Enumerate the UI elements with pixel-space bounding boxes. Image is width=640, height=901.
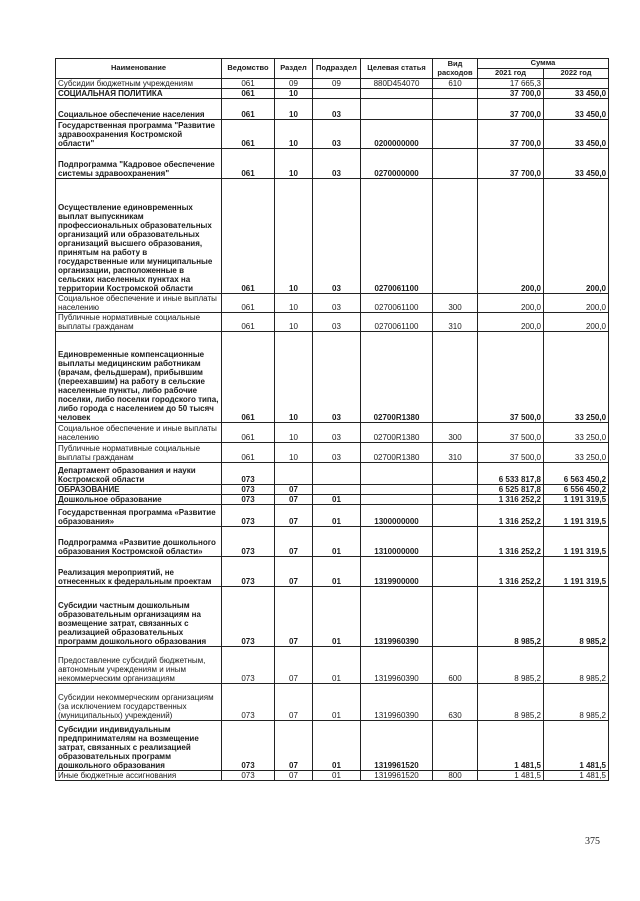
row-sum-2021: 1 481,5 <box>478 771 544 781</box>
row-section: 10 <box>275 443 313 463</box>
row-target: 1319960390 <box>361 647 433 684</box>
row-target: 0270061100 <box>361 179 433 294</box>
row-target: 02700R1380 <box>361 443 433 463</box>
row-type: 600 <box>433 647 478 684</box>
row-type <box>433 721 478 771</box>
row-sum-2022: 8 985,2 <box>544 647 609 684</box>
row-sum-2021: 200,0 <box>478 294 544 313</box>
row-sum-2022: 200,0 <box>544 313 609 332</box>
row-subsection: 03 <box>313 423 361 443</box>
row-dept: 073 <box>222 463 275 485</box>
row-section: 07 <box>275 527 313 557</box>
header-sum: Сумма <box>478 59 609 69</box>
table-row <box>56 313 609 332</box>
row-name: Иные бюджетные ассигнования <box>56 771 222 781</box>
table-body <box>56 79 609 781</box>
row-sum-2022: 8 985,2 <box>544 587 609 647</box>
row-name: Реализация мероприятий, не отнесенных к федеральным проектам <box>56 557 222 587</box>
row-sum-2022: 33 450,0 <box>544 89 609 99</box>
row-sum-2021: 37 700,0 <box>478 89 544 99</box>
table-row <box>56 721 609 771</box>
row-subsection <box>313 485 361 495</box>
row-section: 07 <box>275 647 313 684</box>
row-type <box>433 99 478 120</box>
table-row <box>56 79 609 89</box>
row-sum-2022: 33 450,0 <box>544 120 609 149</box>
row-sum-2022: 1 191 319,5 <box>544 557 609 587</box>
row-sum-2022: 1 191 319,5 <box>544 527 609 557</box>
row-sum-2022: 6 563 450,2 <box>544 463 609 485</box>
row-name: Подпрограмма "Кадровое обеспечение системы здравоохранения" <box>56 149 222 179</box>
row-sum-2022: 1 481,5 <box>544 771 609 781</box>
row-subsection: 01 <box>313 495 361 505</box>
row-sum-2021: 200,0 <box>478 179 544 294</box>
row-subsection: 01 <box>313 721 361 771</box>
table-row <box>56 99 609 120</box>
row-target <box>361 89 433 99</box>
table-row <box>56 332 609 423</box>
row-subsection: 01 <box>313 771 361 781</box>
row-section: 07 <box>275 485 313 495</box>
row-section: 10 <box>275 313 313 332</box>
row-section: 07 <box>275 505 313 527</box>
row-subsection: 03 <box>313 294 361 313</box>
row-dept: 061 <box>222 79 275 89</box>
row-subsection: 01 <box>313 647 361 684</box>
table-row <box>56 89 609 99</box>
row-name: Субсидии индивидуальным предпринимателям на возмещение затрат, связанных с реализацией образовательных программ дошкольного образования <box>56 721 222 771</box>
row-name: Предоставление субсидий бюджетным, автономным учреждениям и иным некоммерческим организациям <box>56 647 222 684</box>
row-dept: 061 <box>222 423 275 443</box>
row-target: 1310000000 <box>361 527 433 557</box>
row-target: 1319960390 <box>361 587 433 647</box>
row-section: 10 <box>275 179 313 294</box>
header-dept: Ведомство <box>222 59 275 79</box>
row-type <box>433 332 478 423</box>
header-section: Раздел <box>275 59 313 79</box>
row-name: Субсидии некоммерческим организациям (за исключением государственных (муниципальных) учреждений) <box>56 684 222 721</box>
row-subsection: 03 <box>313 99 361 120</box>
row-subsection: 01 <box>313 684 361 721</box>
row-dept: 073 <box>222 587 275 647</box>
row-section: 07 <box>275 721 313 771</box>
row-sum-2021: 1 316 252,2 <box>478 557 544 587</box>
row-type <box>433 120 478 149</box>
budget-table <box>55 58 609 781</box>
table-row <box>56 587 609 647</box>
row-target: 0270061100 <box>361 294 433 313</box>
row-sum-2022: 1 191 319,5 <box>544 495 609 505</box>
row-name: Субсидии бюджетным учреждениям <box>56 79 222 89</box>
row-name: Публичные нормативные социальные выплаты гражданам <box>56 313 222 332</box>
row-name: Социальное обеспечение населения <box>56 99 222 120</box>
table-row <box>56 557 609 587</box>
row-type <box>433 495 478 505</box>
header-target: Целевая статья <box>361 59 433 79</box>
row-target: 1319961520 <box>361 721 433 771</box>
row-section: 10 <box>275 149 313 179</box>
row-section: 10 <box>275 332 313 423</box>
row-sum-2022: 33 250,0 <box>544 423 609 443</box>
row-name: Субсидии частным дошкольным образовательным организациям на возмещение затрат, связанных с реализацией образовательных программ дошкольного образования <box>56 587 222 647</box>
row-sum-2021: 6 533 817,8 <box>478 463 544 485</box>
row-sum-2021: 1 316 252,2 <box>478 505 544 527</box>
row-name: Подпрограмма «Развитие дошкольного образования Костромской области» <box>56 527 222 557</box>
row-subsection: 01 <box>313 587 361 647</box>
table-row <box>56 463 609 485</box>
page-number: 375 <box>585 836 600 847</box>
table-row <box>56 505 609 527</box>
row-target: 880D454070 <box>361 79 433 89</box>
table-row <box>56 485 609 495</box>
row-sum-2021: 37 700,0 <box>478 149 544 179</box>
table-row <box>56 647 609 684</box>
table-row <box>56 684 609 721</box>
row-section: 10 <box>275 120 313 149</box>
row-dept: 061 <box>222 332 275 423</box>
row-sum-2022: 1 191 319,5 <box>544 505 609 527</box>
table-row <box>56 771 609 781</box>
row-sum-2021: 37 500,0 <box>478 423 544 443</box>
table-row <box>56 149 609 179</box>
row-section: 07 <box>275 495 313 505</box>
table-row <box>56 179 609 294</box>
row-dept: 073 <box>222 721 275 771</box>
row-dept: 073 <box>222 495 275 505</box>
row-subsection: 09 <box>313 79 361 89</box>
table-row <box>56 423 609 443</box>
row-sum-2021: 8 985,2 <box>478 587 544 647</box>
row-name: Государственная программа «Развитие образования» <box>56 505 222 527</box>
row-target: 1319960390 <box>361 684 433 721</box>
row-sum-2021: 200,0 <box>478 313 544 332</box>
row-target: 02700R1380 <box>361 332 433 423</box>
row-sum-2021: 6 525 817,8 <box>478 485 544 495</box>
row-sum-2022: 6 556 450,2 <box>544 485 609 495</box>
row-type <box>433 505 478 527</box>
row-type: 800 <box>433 771 478 781</box>
row-section: 07 <box>275 684 313 721</box>
row-name: СОЦИАЛЬНАЯ ПОЛИТИКА <box>56 89 222 99</box>
row-sum-2021: 1 316 252,2 <box>478 495 544 505</box>
header-year-2022: 2022 год <box>544 69 609 79</box>
row-sum-2022: 33 250,0 <box>544 332 609 423</box>
row-name: Департамент образования и науки Костромской области <box>56 463 222 485</box>
row-dept: 061 <box>222 443 275 463</box>
row-type <box>433 179 478 294</box>
row-sum-2021: 17 665,3 <box>478 79 544 89</box>
row-sum-2022: 200,0 <box>544 294 609 313</box>
row-subsection: 03 <box>313 332 361 423</box>
row-section: 07 <box>275 771 313 781</box>
row-type: 630 <box>433 684 478 721</box>
row-subsection: 03 <box>313 443 361 463</box>
row-target: 0270000000 <box>361 149 433 179</box>
row-subsection <box>313 89 361 99</box>
row-type: 300 <box>433 423 478 443</box>
row-section: 10 <box>275 294 313 313</box>
row-section: 07 <box>275 557 313 587</box>
row-target <box>361 485 433 495</box>
row-section: 10 <box>275 89 313 99</box>
row-type: 310 <box>433 443 478 463</box>
row-dept: 073 <box>222 557 275 587</box>
row-sum-2022: 200,0 <box>544 179 609 294</box>
row-name: Государственная программа "Развитие здравоохранения Костромской области" <box>56 120 222 149</box>
row-sum-2021: 1 481,5 <box>478 721 544 771</box>
table-row <box>56 527 609 557</box>
header-name: Наименование <box>56 59 222 79</box>
row-dept: 061 <box>222 179 275 294</box>
header-subsection: Подраздел <box>313 59 361 79</box>
row-dept: 073 <box>222 505 275 527</box>
row-sum-2022: 1 481,5 <box>544 721 609 771</box>
row-sum-2021: 37 500,0 <box>478 443 544 463</box>
row-sum-2022: 33 250,0 <box>544 443 609 463</box>
row-target: 1319961520 <box>361 771 433 781</box>
table-row <box>56 294 609 313</box>
row-subsection: 01 <box>313 505 361 527</box>
row-section: 10 <box>275 99 313 120</box>
row-target: 0200000000 <box>361 120 433 149</box>
row-target: 0270061100 <box>361 313 433 332</box>
row-type: 310 <box>433 313 478 332</box>
row-section: 10 <box>275 423 313 443</box>
row-dept: 061 <box>222 120 275 149</box>
row-name: Публичные нормативные социальные выплаты гражданам <box>56 443 222 463</box>
row-target: 1319900000 <box>361 557 433 587</box>
row-name: ОБРАЗОВАНИЕ <box>56 485 222 495</box>
row-type <box>433 89 478 99</box>
row-sum-2021: 8 985,2 <box>478 684 544 721</box>
row-subsection: 01 <box>313 557 361 587</box>
row-type <box>433 485 478 495</box>
row-section: 07 <box>275 587 313 647</box>
row-subsection: 03 <box>313 120 361 149</box>
row-section <box>275 463 313 485</box>
row-dept: 061 <box>222 313 275 332</box>
row-subsection <box>313 463 361 485</box>
row-sum-2022 <box>544 79 609 89</box>
row-target: 1300000000 <box>361 505 433 527</box>
row-sum-2021: 37 500,0 <box>478 332 544 423</box>
row-type <box>433 527 478 557</box>
row-name: Социальное обеспечение и иные выплаты населению <box>56 294 222 313</box>
table-row <box>56 120 609 149</box>
row-type <box>433 587 478 647</box>
row-dept: 061 <box>222 294 275 313</box>
row-name: Дошкольное образование <box>56 495 222 505</box>
row-section: 09 <box>275 79 313 89</box>
row-dept: 073 <box>222 527 275 557</box>
row-dept: 061 <box>222 89 275 99</box>
row-type: 610 <box>433 79 478 89</box>
row-sum-2021: 37 700,0 <box>478 120 544 149</box>
row-subsection: 03 <box>313 179 361 294</box>
table-row <box>56 495 609 505</box>
row-dept: 073 <box>222 485 275 495</box>
row-target: 02700R1380 <box>361 423 433 443</box>
row-name: Осуществление единовременных выплат выпускникам профессиональных образовательных организаций или образовательных организаций высшего образования, принятым на работу в государственные или муниципальные организации, расположенные в сельских населенных пунктах на территории Костромской области <box>56 179 222 294</box>
row-type <box>433 557 478 587</box>
header-year-2021: 2021 год <box>478 69 544 79</box>
row-name: Единовременные компенсационные выплаты медицинским работникам (врачам, фельдшерам), прибывшим (переехавшим) на работу в сельские населенные пункты, либо рабочие поселки, либо поселки городского типа, либо города с населением до 50 тысяч человек <box>56 332 222 423</box>
row-name: Социальное обеспечение и иные выплаты населению <box>56 423 222 443</box>
row-target <box>361 463 433 485</box>
row-sum-2021: 8 985,2 <box>478 647 544 684</box>
row-dept: 073 <box>222 771 275 781</box>
row-type: 300 <box>433 294 478 313</box>
row-subsection: 03 <box>313 313 361 332</box>
row-dept: 073 <box>222 684 275 721</box>
row-dept: 073 <box>222 647 275 684</box>
row-sum-2022: 33 450,0 <box>544 99 609 120</box>
row-dept: 061 <box>222 149 275 179</box>
row-subsection: 01 <box>313 527 361 557</box>
header-type: Вид расходов <box>433 59 478 79</box>
row-type <box>433 463 478 485</box>
row-dept: 061 <box>222 99 275 120</box>
row-subsection: 03 <box>313 149 361 179</box>
row-sum-2022: 8 985,2 <box>544 684 609 721</box>
row-type <box>433 149 478 179</box>
row-target <box>361 99 433 120</box>
row-sum-2022: 33 450,0 <box>544 149 609 179</box>
table-row <box>56 443 609 463</box>
row-target <box>361 495 433 505</box>
row-sum-2021: 37 700,0 <box>478 99 544 120</box>
row-sum-2021: 1 316 252,2 <box>478 527 544 557</box>
